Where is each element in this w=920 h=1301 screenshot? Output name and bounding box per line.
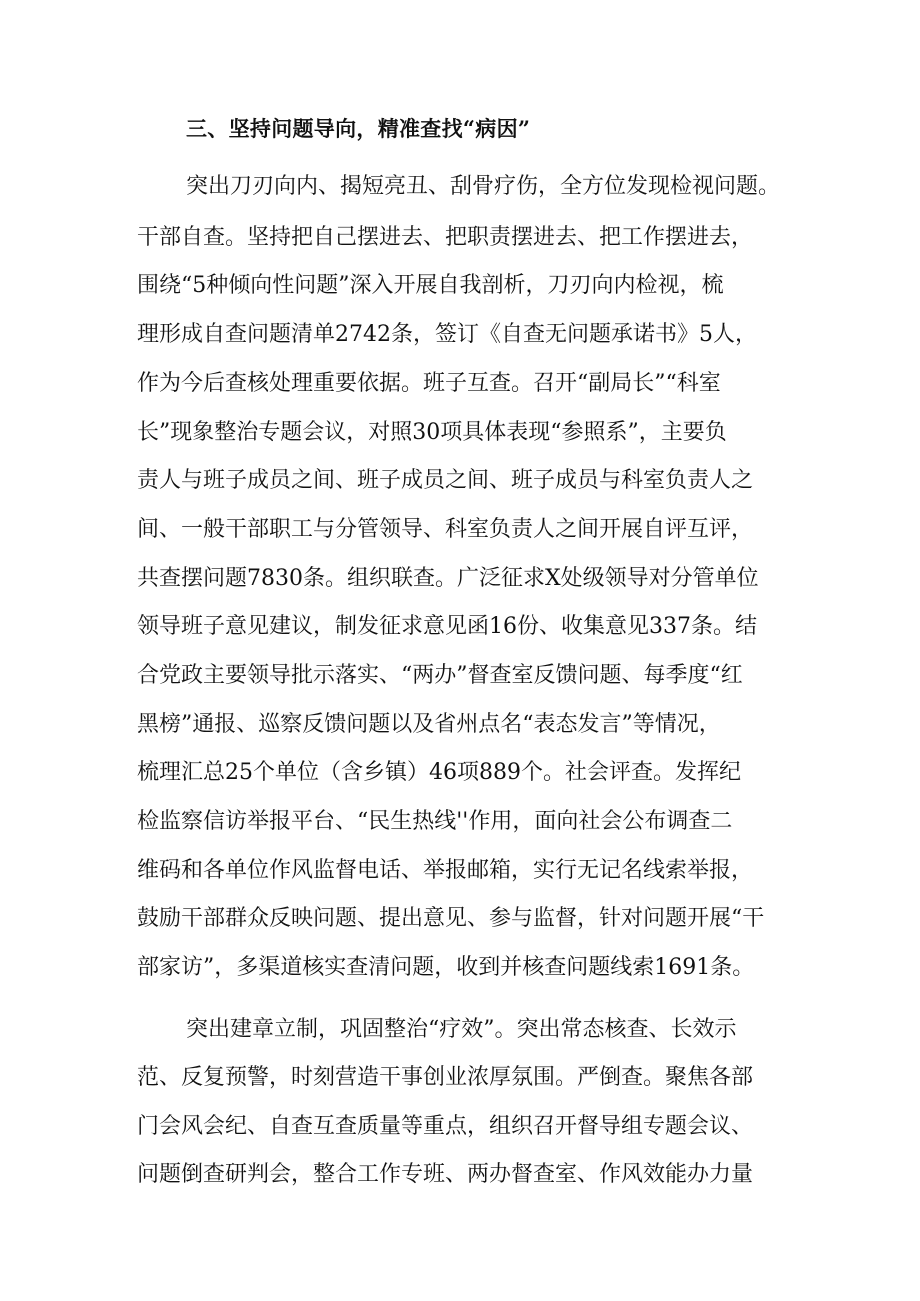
paragraph-line: 梳理汇总25个单位（含乡镇）46项889个。社会评查。发挥纪 <box>137 760 741 785</box>
paragraph-line: 突出建章立制，巩固整治“疗效”。突出常态核查、长效示 <box>186 1017 737 1042</box>
paragraph-line: 黑榜”通报、巡察反馈问题以及省州点名“表态发言”等情况， <box>137 712 721 737</box>
paragraph-line: 围绕“5种倾向性问题”深入开展自我剖析，刀刃向内检视，梳 <box>137 273 724 298</box>
paragraph-line: 长”现象整治专题会议，对照30项具体表现“参照系”，主要负 <box>137 420 727 445</box>
paragraph-line: 门会风会纪、自查互查质量等重点，组织召开督导组专题会议、 <box>137 1114 754 1139</box>
paragraph-line: 问题倒查研判会，整合工作专班、两办督查室、作风效能办力量 <box>137 1162 754 1187</box>
paragraph-line: 领导班子意见建议，制发征求意见函16份、收集意见337条。结 <box>137 614 757 639</box>
paragraph-line: 范、反复预警，时刻营造干事创业浓厚氛围。严倒查。聚焦各部 <box>137 1065 754 1090</box>
paragraph-line: 维码和各单位作风监督电话、举报邮箱，实行无记名线索举报， <box>137 858 754 883</box>
paragraph-line: 作为今后查核处理重要依据。班子互查。召开“副局长”“科室 <box>137 371 721 396</box>
paragraph-line: 鼓励干部群众反映问题、提出意见、参与监督，针对问题开展“干 <box>137 906 765 931</box>
paragraph-line: 理形成自查问题清单2742条，签订《自查无问题承诺书》5人， <box>137 322 757 347</box>
paragraph-line: 突出刀刃向内、揭短亮丑、刮骨疗伤，全方位发现检视问题。 <box>186 174 781 199</box>
paragraph-line: 合党政主要领导批示落实、“两办”督查室反馈问题、每季度“红 <box>137 663 743 688</box>
paragraph-line: 部家访”，多渠道核实查清问题，收到并核查问题线索1691条。 <box>137 955 755 980</box>
section-heading: 三、坚持问题导向，精准查找“病因” <box>186 116 531 141</box>
paragraph-line: 检监察信访举报平台、“民生热线''作用，面向社会公布调查二 <box>137 809 733 834</box>
paragraph-line: 间、一般干部职工与分管领导、科室负责人之间开展自评互评， <box>137 517 754 542</box>
paragraph-line: 共查摆问题7830条。组织联查。广泛征求X处级领导对分管单位 <box>137 566 759 591</box>
paragraph-line: 责人与班子成员之间、班子成员之间、班子成员与科室负责人之 <box>137 468 754 493</box>
paragraph-line: 干部自查。坚持把自己摆进去、把职责摆进去、把工作摆进去， <box>137 225 754 250</box>
